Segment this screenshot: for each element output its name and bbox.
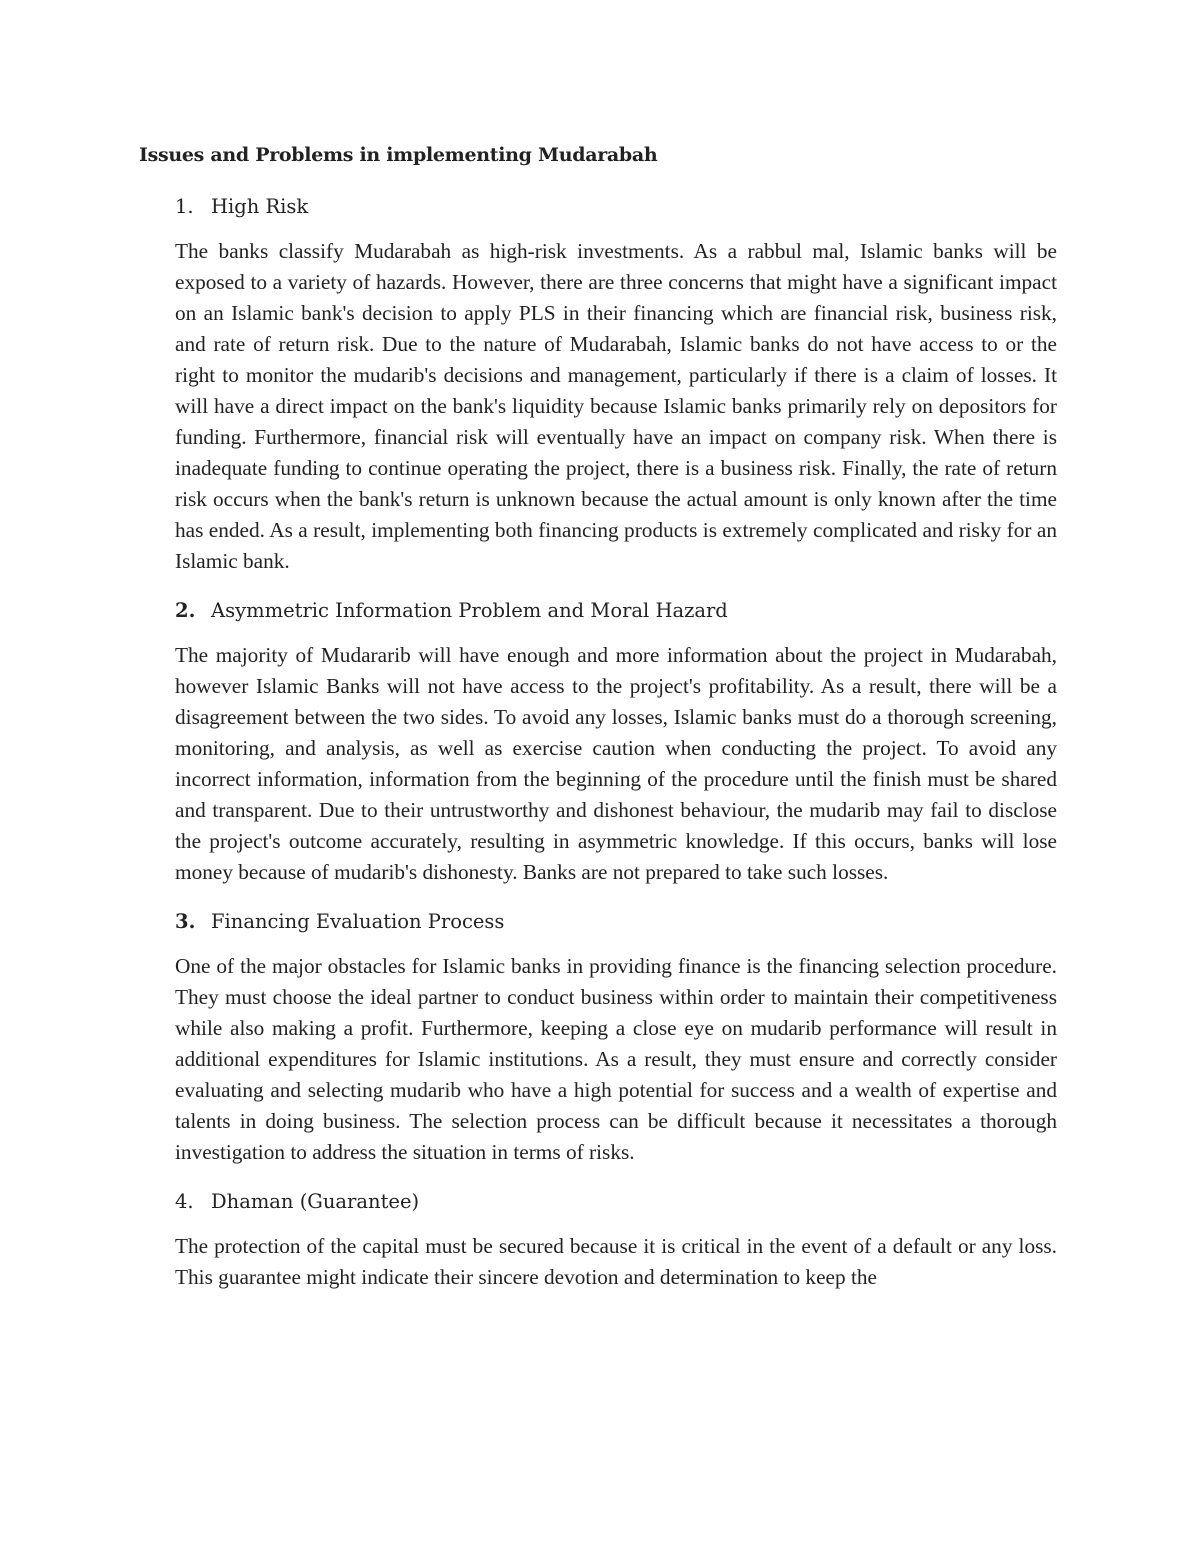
section-paragraph: The protection of the capital must be secured because it is critical in the event of a default or any loss. This guarantee might indicate their sincere devotion and determination to keep the [175,1234,1057,1289]
section-number: 3. [175,910,196,933]
section-high-risk [175,191,1057,577]
section-asymmetric-information [175,595,1057,888]
section-heading [175,906,1057,937]
section-number: 1. [175,195,194,218]
section-paragraph: One of the major obstacles for Islamic banks in providing finance is the financing selection procedure. They must choose the ideal partner to conduct business within order to maintain their competitiveness while also making a profit. Furthermore, keeping a close eye on mudarib performance will result in additional expenditures for Islamic institutions. As a result, they must ensure and correctly consider evaluating and selecting mudarib who have a high potential for success and a wealth of expertise and talents in doing business. The selection process can be difficult because it necessitates a thorough investigation to address the situation in terms of risks. [175,954,1057,1164]
section-paragraph: The banks classify Mudarabah as high-risk investments. As a rabbul mal, Islamic banks will be exposed to a variety of hazards. However, there are three concerns that might have a significant impact on an Islamic bank's decision to apply PLS in their financing which are financial risk, business risk, and rate of return risk. Due to the nature of Mudarabah, Islamic banks do not have access to or the right to monitor the mudarib's decisions and management, particularly if there is a claim of losses. It will have a direct impact on the bank's liquidity because Islamic banks primarily rely on depositors for funding. Furthermore, financial risk will eventually have an impact on company risk. When there is inadequate funding to continue operating the project, there is a business risk. Finally, the rate of return risk occurs when the bank's return is unknown because the actual amount is only known after the time has ended. As a result, implementing both financing products is extremely complicated and risky for an Islamic bank. [175,239,1057,573]
section-paragraph: The majority of Mudararib will have enough and more information about the project in Mudarabah, however Islamic Banks will not have access to the project's profitability. As a result, there will be a disagreement between the two sides. To avoid any losses, Islamic banks must do a thorough screening, monitoring, and analysis, as well as exercise caution when conducting the project. To avoid any incorrect information, information from the beginning of the procedure until the finish must be shared and transparent. Due to their untrustworthy and dishonest behaviour, the mudarib may fail to disclose the project's outcome accurately, resulting in asymmetric knowledge. If this occurs, banks will lose money because of mudarib's dishonesty. Banks are not prepared to take such losses. [175,643,1057,884]
section-financing-evaluation [175,906,1057,1168]
section-dhaman-guarantee [175,1186,1057,1293]
section-heading [175,191,1057,222]
section-number: 4. [175,1190,194,1213]
section-title: Asymmetric Information Problem and Moral Hazard [211,599,728,622]
document-title: Issues and Problems in implementing Mudarabah [139,144,658,166]
section-heading [175,595,1057,626]
section-title: High Risk [211,195,309,218]
section-title: Dhaman (Guarantee) [211,1190,420,1213]
section-heading [175,1186,1057,1217]
section-number: 2. [175,599,196,622]
document-page [139,140,1057,1311]
section-title: Financing Evaluation Process [211,910,505,933]
